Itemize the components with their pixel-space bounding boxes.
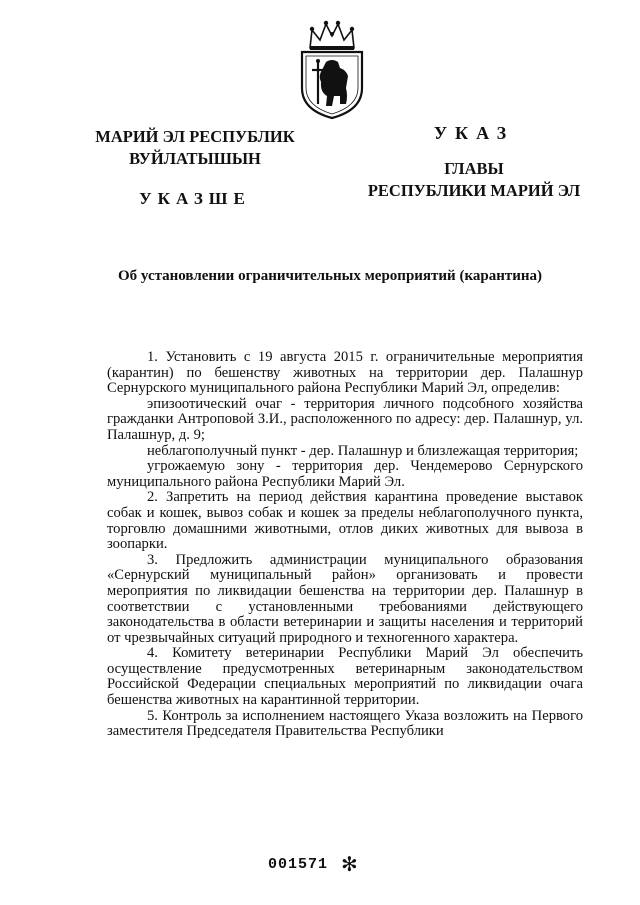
header-left-line2: ВУЙЛАТЫШЫН bbox=[129, 149, 261, 168]
paragraph: эпизоотический очаг - территория личного подсобного хозяйства гражданки Антроповой З.И., расположенного по адресу: дер. Палашнур, ул. Палашнур, д. 9; bbox=[107, 395, 583, 443]
paragraph: 3. Предложить администрации муниципального образования «Сернурский муниципальный район» организовать и провести мероприятия по ликвидации бешенства на территории дер. Палашнур в соответствии с установленными требованиями действующего законодательства в области ветеринарии и защиты населения и территорий от чрезвычайных ситуаций природного и техногенного характера. bbox=[107, 551, 583, 646]
asterisk-mark: ✻ bbox=[341, 852, 358, 876]
paragraph: 2. Запретить на период действия карантина проведение выставок собак и кошек, вывоз собак и кошек за пределы неблагополучного пункта, торговлю домашними животными, отлов диких животных для вывоза в зоопарки. bbox=[107, 489, 583, 553]
header-left-line1: МАРИЙ ЭЛ РЕСПУБЛИК bbox=[95, 127, 295, 146]
header-right-block bbox=[356, 122, 592, 202]
coat-of-arms-icon bbox=[296, 18, 368, 120]
document-serial-number: 001571 bbox=[268, 856, 329, 873]
paragraph: 1. Установить с 19 августа 2015 г. ограничительные мероприятия (карантин) по бешенству животных на территории дер. Палашнур Сернурского муниципального района Республики Марий Эл, определив: bbox=[107, 349, 583, 397]
header-right-decree: УКАЗ bbox=[433, 123, 515, 143]
paragraph: угрожаемую зону - территория дер. Чендемерово Сернурского муниципального района Республики Марий Эл. bbox=[107, 458, 583, 490]
paragraph: 4. Комитету ветеринарии Республики Марий Эл обеспечить осуществление предусмотренных ветеринарным законодательством Российской Федерации специальных мероприятий по ликвидации очага бешенства животных на карантинной территории. bbox=[107, 645, 583, 709]
header-left-decree: УКАЗШЕ bbox=[139, 189, 251, 208]
header-right-line1: ГЛАВЫ bbox=[444, 159, 504, 178]
header-right-line2: РЕСПУБЛИКИ МАРИЙ ЭЛ bbox=[367, 181, 581, 200]
paragraph: 5. Контроль за исполнением настоящего Указа возложить на Первого заместителя Председателя Правительства Республики bbox=[107, 707, 583, 740]
paragraph: неблагополучный пункт - дер. Палашнур и близлежащая территория; bbox=[147, 442, 579, 459]
document-title: Об установлении ограничительных мероприятий (карантина) bbox=[117, 268, 542, 284]
document-body bbox=[107, 350, 583, 740]
header-left-block bbox=[90, 126, 300, 210]
